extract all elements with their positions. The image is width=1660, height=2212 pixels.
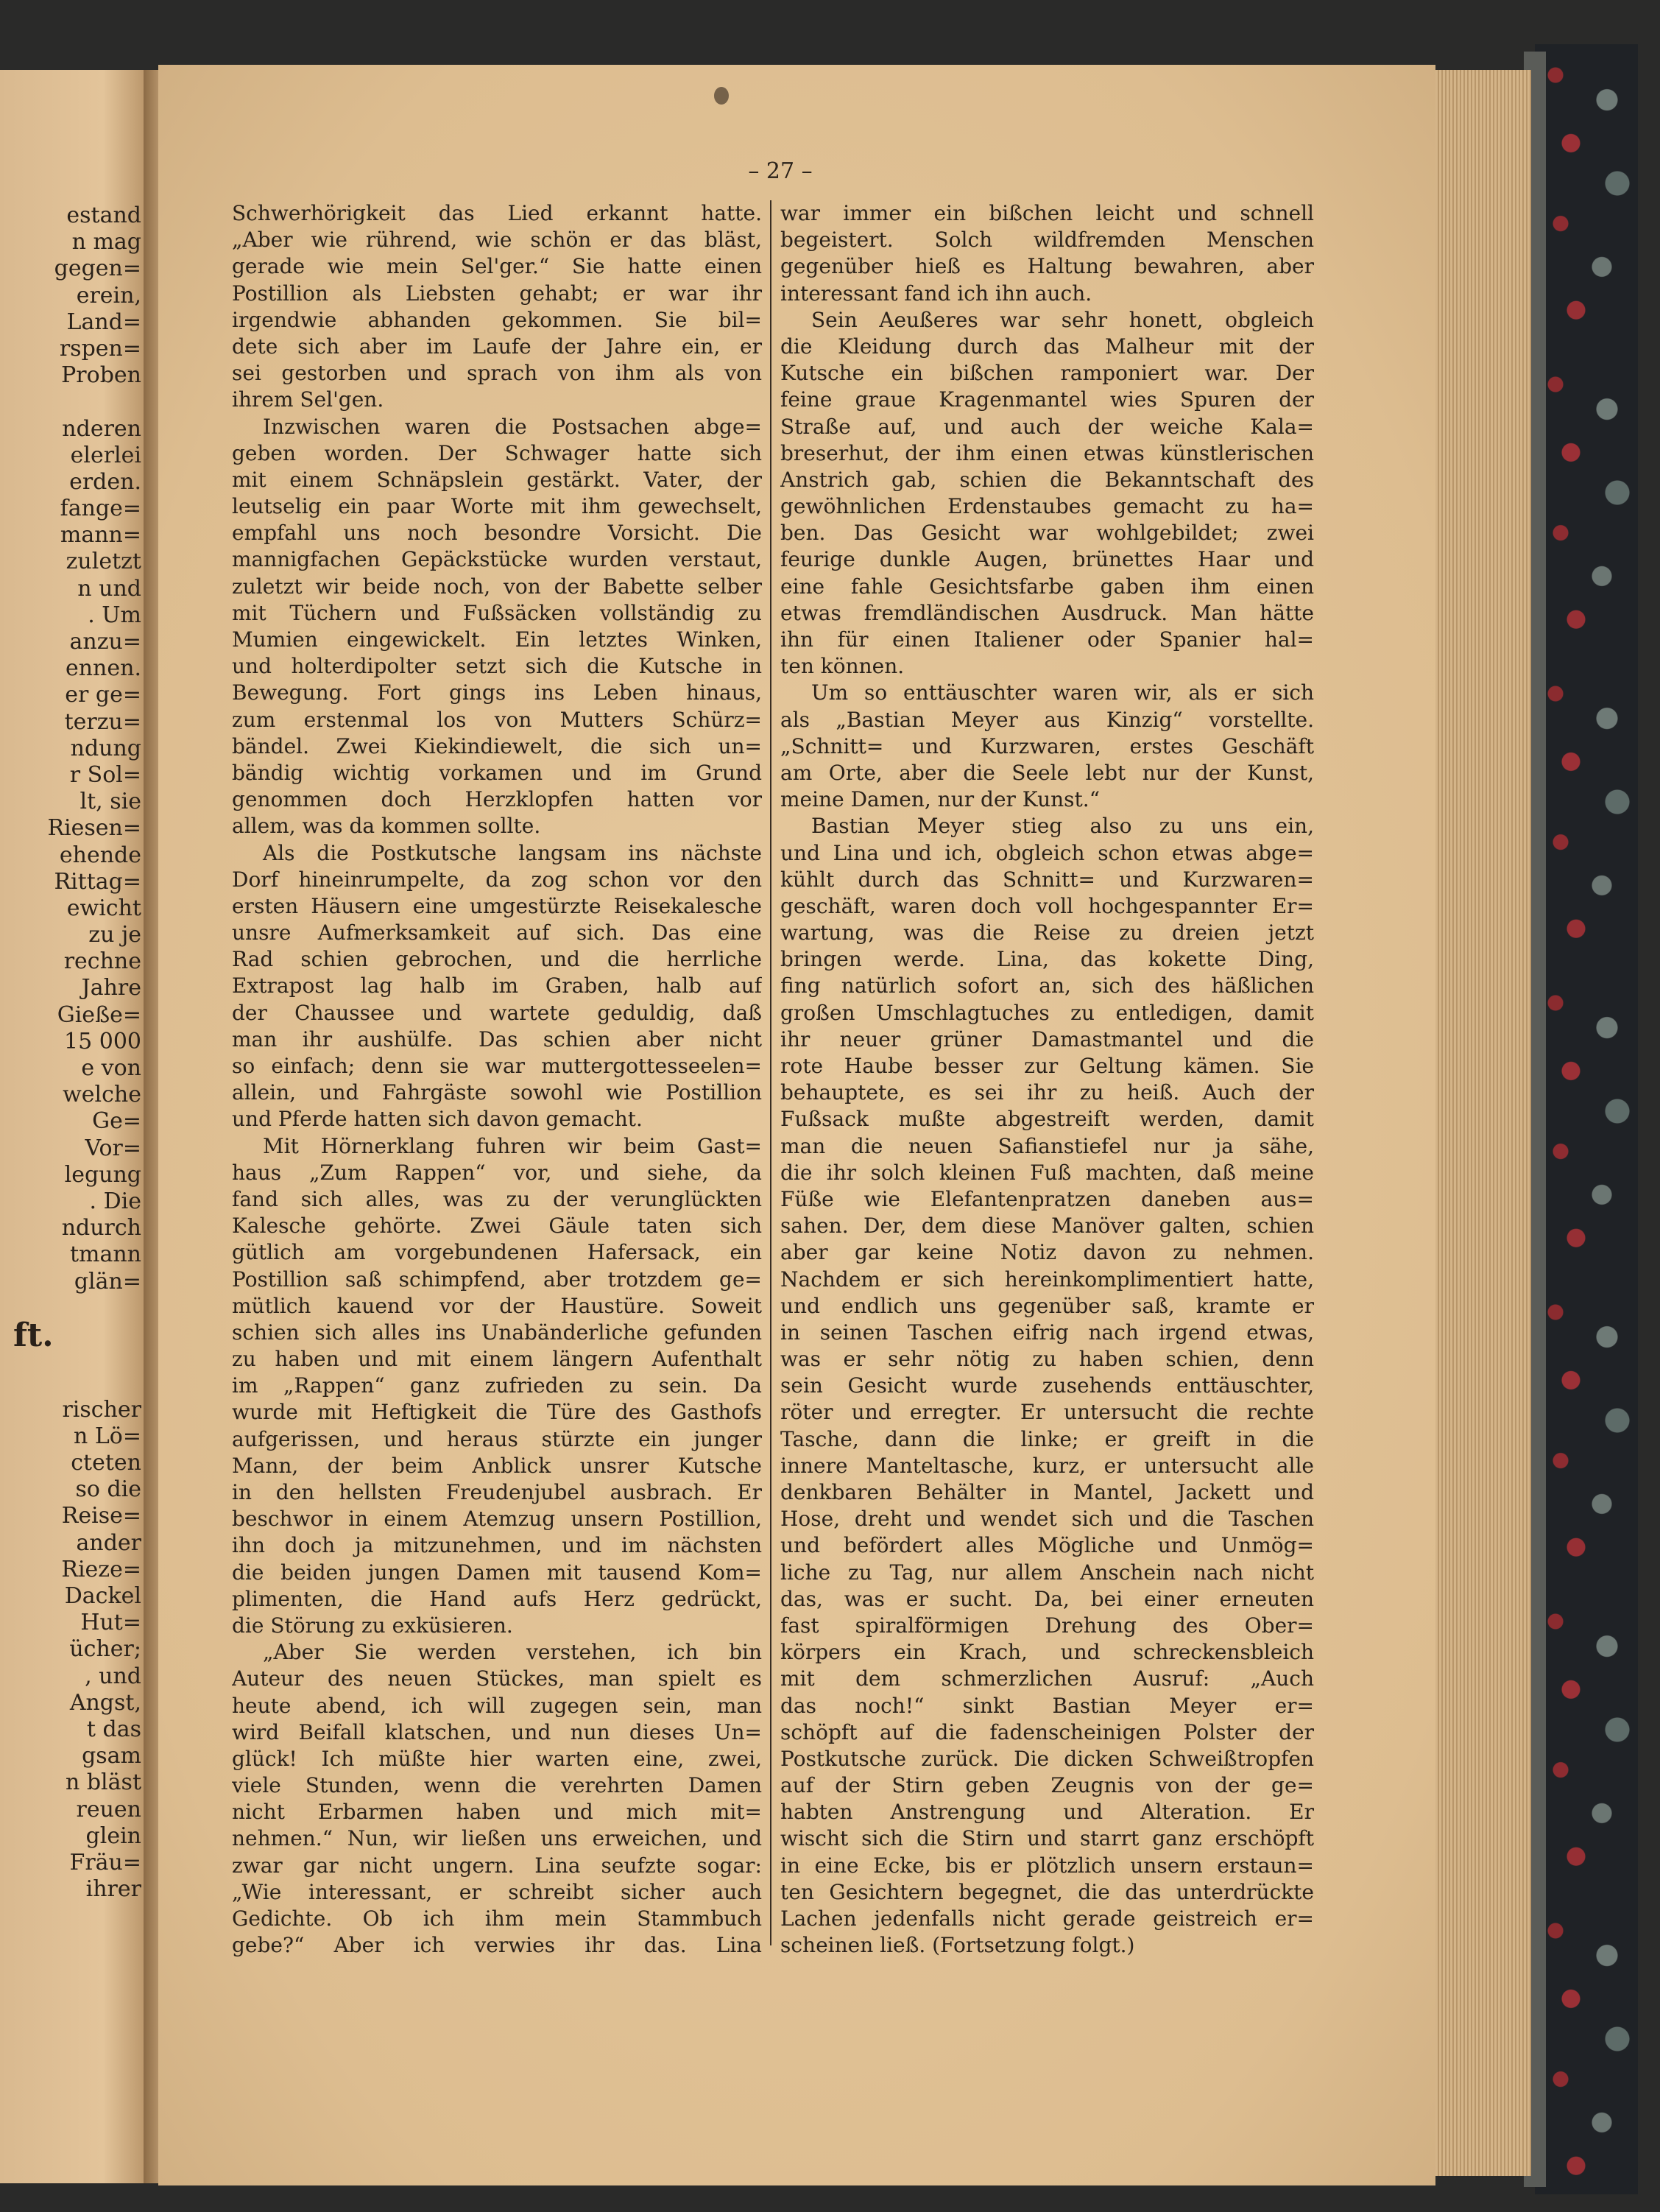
- text-line: geben worden. Der Schwager hatte sich: [232, 440, 762, 465]
- text-line: auf der Stirn geben Zeugnis von der ge=: [780, 1773, 1314, 1798]
- text-line: und befördert alles Mögliche und Unmög=: [780, 1533, 1314, 1558]
- left-page-fragment: legung: [64, 1161, 141, 1188]
- text-line: scheinen ließ. (Fortsetzung folgt.): [780, 1933, 1135, 1958]
- text-line: in den hellsten Freudenjubel ausbrach. Er: [232, 1480, 762, 1504]
- text-line: Mit Hörnerklang fuhren wir beim Gast=: [263, 1133, 762, 1158]
- left-page-fragment: Angst,: [69, 1689, 141, 1716]
- text-line: Um so enttäuschter waren wir, als er sich: [811, 680, 1314, 705]
- left-page-fragment: lt, sie: [80, 789, 141, 815]
- text-line: ten Gesichtern begegnet, die das unterdrückte: [780, 1879, 1314, 1904]
- left-page-fragment: erden.: [69, 468, 141, 495]
- text-line: glück! Ich müßte hier warten eine, zwei,: [232, 1746, 762, 1771]
- left-page-fragment: [9, 389, 141, 415]
- left-page-fragment: n bläst: [66, 1769, 141, 1796]
- text-line: Tasche, dann die linke; er greift in die: [780, 1426, 1314, 1451]
- left-page-fragment: rechne: [63, 948, 141, 975]
- text-line: Auteur des neuen Stückes, man spielt es: [232, 1666, 762, 1691]
- text-line: fast spiralförmigen Drehung des Ober=: [780, 1613, 1314, 1638]
- text-line: etwas fremdländischen Ausdruck. Man hätte: [780, 600, 1314, 625]
- text-line: habten Anstrengung und Alteration. Er: [780, 1800, 1314, 1825]
- left-page-fragment: Hut=: [80, 1610, 141, 1636]
- text-line: der Chaussee und wartete geduldig, daß: [232, 1000, 762, 1025]
- left-page-fragment: welche: [63, 1082, 141, 1108]
- text-line: mütlich kauend vor der Haustüre. Soweit: [232, 1293, 762, 1318]
- left-page-fragment: ehende: [59, 842, 141, 868]
- text-line: Bastian Meyer stieg also zu uns ein,: [811, 814, 1314, 839]
- text-line: meine Damen, nur der Kunst.“: [780, 787, 1101, 812]
- left-page-fragment: erein,: [76, 282, 141, 309]
- text-line: kühlt durch das Schnitt= und Kurzwaren=: [780, 867, 1314, 892]
- left-page-fragment: reuen: [76, 1796, 141, 1822]
- text-line: das, was er sucht. Da, bei einer erneuten: [780, 1586, 1314, 1611]
- text-line: Dorf hineinrumpelte, da zog schon vor den: [232, 867, 762, 892]
- left-page-fragment: n Lö=: [74, 1423, 141, 1449]
- text-line: nehmen.“ Nun, wir ließen uns erweichen, und: [232, 1826, 762, 1851]
- text-line: Hose, dreht und wendet sich und die Taschen: [780, 1507, 1314, 1532]
- text-line: die Störung zu exküsieren.: [232, 1613, 513, 1638]
- text-line: gegenüber hieß es Haltung bewahren, aber: [780, 254, 1314, 279]
- text-line: begeistert. Solch wildfremden Menschen: [780, 228, 1314, 253]
- left-page-fragment: Ge=: [92, 1108, 141, 1135]
- text-line: allein, und Fahrgäste sowohl wie Postillion: [232, 1080, 762, 1105]
- left-page-fragment: ücher;: [69, 1636, 141, 1663]
- text-line: die ihr solch kleinen Fuß machten, daß meine: [780, 1160, 1314, 1185]
- text-line: „Wie interessant, er schreibt sicher auch: [232, 1879, 762, 1904]
- left-page-fragment: rspen=: [59, 335, 141, 362]
- text-line: am Orte, aber die Seele lebt nur der Kunst,: [780, 760, 1314, 785]
- text-line: nicht Erbarmen haben und mich mit=: [232, 1800, 762, 1825]
- text-line: fand sich alles, was zu der verunglückten: [232, 1186, 762, 1211]
- left-page-fragment: Vor=: [85, 1135, 141, 1161]
- text-line: zu haben und mit einem längern Aufenthalt: [232, 1347, 762, 1372]
- left-page-fragment: Rieze=: [61, 1556, 141, 1582]
- left-page-fragment: Land=: [66, 309, 141, 335]
- text-line: wartung, was die Reise zu dreien jetzt: [780, 920, 1314, 945]
- text-line: Straße auf, und auch der weiche Kala=: [780, 414, 1314, 439]
- text-line: wischt sich die Stirn und starrt ganz erschöpft: [780, 1826, 1314, 1851]
- left-page-fragment: ndurch: [61, 1215, 141, 1241]
- text-line: feurige dunkle Augen, brünettes Haar und: [780, 547, 1314, 572]
- text-line: Nachdem er sich hereinkomplimentiert hatte,: [780, 1267, 1314, 1292]
- text-line: mit Tüchern und Fußsäcken vollständig zu: [232, 600, 762, 625]
- text-line: Postillion als Liebsten gehabt; er war ihr: [232, 281, 762, 306]
- text-line: zuletzt wir beide noch, von der Babette selber: [232, 574, 762, 599]
- text-line: „Aber wie rührend, wie schön er das bläst,: [232, 228, 762, 253]
- text-line: aber gar keine Notiz davon zu nehmen.: [780, 1240, 1314, 1265]
- text-line: sahen. Der, dem diese Manöver galten, schien: [780, 1214, 1314, 1239]
- text-line: allem, was da kommen sollte.: [232, 814, 541, 839]
- text-line: haus „Zum Rappen“ vor, und siehe, da: [232, 1160, 762, 1185]
- text-line: Kalesche gehörte. Zwei Gäule taten sich: [232, 1214, 762, 1239]
- text-line: gerade wie mein Sel'ger.“ Sie hatte einen: [232, 254, 762, 279]
- text-line: Mann, der beim Anblick unsrer Kutsche: [232, 1453, 762, 1478]
- text-line: die beiden jungen Damen mit tausend Kom=: [232, 1560, 762, 1585]
- text-line: denkbaren Behälter in Mantel, Jackett und: [780, 1480, 1314, 1504]
- left-page-fragment: terzu=: [64, 708, 141, 735]
- text-line: Bewegung. Fort gings ins Leben hinaus,: [232, 680, 762, 705]
- left-page-fragment: Jahre: [81, 975, 141, 1001]
- left-page-fragment: fange=: [60, 496, 141, 522]
- left-page-fragment: anzu=: [69, 629, 141, 655]
- text-line: mit einem Schnäpslein gestärkt. Vater, der: [232, 467, 762, 492]
- left-page-fragment: cteten: [71, 1450, 141, 1476]
- text-line: man die neuen Safianstiefel nur ja sähe,: [780, 1133, 1314, 1158]
- text-line: man ihr aushülfe. Das schien aber nicht: [232, 1026, 762, 1052]
- left-page-fragment: . Um: [88, 602, 141, 628]
- text-line: breserhut, der ihm einen etwas künstlerischen: [780, 440, 1314, 465]
- text-line: was er sehr nötig zu haben schien, denn: [780, 1347, 1314, 1372]
- text-line: unsre Aufmerksamkeit auf sich. Das eine: [232, 920, 762, 945]
- text-line: bändig wichtig vorkamen und im Grund: [232, 760, 762, 785]
- text-line: viele Stunden, wenn die verehrten Damen: [232, 1773, 762, 1798]
- left-page-fragment: glein: [85, 1822, 141, 1849]
- text-line: mit dem schmerzlichen Ausruf: „Auch: [780, 1666, 1314, 1691]
- text-line: in seinen Taschen eifrig nach irgend etwas,: [780, 1320, 1314, 1345]
- left-page-fragment: ihrer: [85, 1876, 141, 1903]
- text-line: und holterdipolter setzt sich die Kutsche in: [232, 654, 762, 679]
- left-page-fragment: Fräu=: [69, 1849, 141, 1875]
- left-page-fragment: zu je: [88, 922, 141, 948]
- left-page-fragment: tmann: [69, 1241, 141, 1268]
- text-line: sei gestorben und sprach von ihm als von: [232, 361, 762, 386]
- left-page-fragment: ndung: [70, 735, 141, 761]
- left-page-heading-fragment: ft.: [13, 1316, 54, 1354]
- left-page-fragment: Proben: [61, 362, 141, 389]
- text-line: ihrem Sel'gen.: [232, 387, 384, 412]
- text-line: Anstrich gab, schien die Bekanntschaft des: [780, 467, 1314, 492]
- text-line: beschwor in einem Atemzug unsern Postillion,: [232, 1507, 762, 1532]
- text-line: liche zu Tag, nur allem Anschein nach nicht: [780, 1560, 1314, 1585]
- text-line: eine fahle Gesichtsfarbe gaben ihm einen: [780, 574, 1314, 599]
- text-line: Füße wie Elefantenpratzen daneben aus=: [780, 1186, 1314, 1211]
- left-page-fragment: Gieße=: [57, 1001, 141, 1028]
- left-page-fragment: mann=: [60, 522, 141, 549]
- left-page-fragment: 15 000: [64, 1028, 141, 1054]
- text-line: Postkutsche zurück. Die dicken Schweißtropfen: [780, 1746, 1314, 1771]
- text-line: schöpft auf die fadenscheinigen Polster der: [780, 1719, 1314, 1744]
- text-line: die Kleidung durch das Malheur mit der: [780, 334, 1314, 359]
- text-line: röter und erregter. Er untersucht die rechte: [780, 1400, 1314, 1425]
- text-line: feine graue Kragenmantel wies Spuren der: [780, 387, 1314, 412]
- left-page-fragment: estand: [66, 202, 141, 228]
- text-line: zum erstenmal los von Mutters Schürz=: [232, 707, 762, 732]
- left-page-fragment: gegen=: [54, 256, 141, 282]
- text-line: großen Umschlagtuches zu entledigen, damit: [780, 1000, 1314, 1025]
- text-line: genommen doch Herzklopfen hatten vor: [232, 787, 762, 812]
- text-line: Rad schien gebrochen, und die herrliche: [232, 947, 762, 972]
- page-number: – 27 –: [748, 158, 813, 184]
- text-column-left: [232, 200, 762, 1959]
- text-line: Extrapost lag halb im Graben, halb auf: [232, 973, 762, 998]
- left-page-fragment: nderen: [62, 415, 141, 442]
- left-page-fragment: Reise=: [61, 1503, 141, 1529]
- text-line: dete sich aber im Laufe der Jahre ein, er: [232, 334, 762, 359]
- text-line: so einfach; denn sie war muttergottesseelen=: [232, 1054, 762, 1078]
- text-line: ihn doch ja mitzunehmen, und im nächsten: [232, 1533, 762, 1558]
- text-line: Lachen jedenfalls nicht gerade geistreich er=: [780, 1906, 1314, 1931]
- text-line: bändel. Zwei Kiekindiewelt, die sich un=: [232, 733, 762, 758]
- left-page-fragment: ennen.: [65, 655, 141, 682]
- text-line: „Aber Sie werden verstehen, ich bin: [263, 1640, 762, 1665]
- text-line: Als die Postkutsche langsam ins nächste: [263, 840, 762, 865]
- text-line: bringen werde. Lina, das kokette Ding,: [780, 947, 1314, 972]
- text-line: Mumien eingewickelt. Ein letztes Winken,: [232, 627, 762, 652]
- left-page-fragment: gsam: [82, 1743, 141, 1769]
- left-page-fragment: zuletzt: [66, 549, 141, 575]
- text-line: ten können.: [780, 654, 905, 679]
- text-line: gütlich am vorgebundenen Hafersack, ein: [232, 1240, 762, 1265]
- left-page-fragment: e von: [81, 1055, 141, 1081]
- text-line: Gedichte. Ob ich ihm mein Stammbuch: [232, 1906, 762, 1931]
- text-line: behauptete, es sei ihr zu heiß. Auch der: [780, 1080, 1314, 1105]
- text-line: rote Haube besser zur Geltung kämen. Sie: [780, 1054, 1314, 1078]
- text-line: wird Beifall klatschen, und nun dieses Un=: [232, 1719, 762, 1744]
- text-line: innere Manteltasche, kurz, er untersucht alle: [780, 1453, 1314, 1478]
- text-line: Fußsack mußte abgestreift werden, damit: [780, 1107, 1314, 1132]
- left-page-fragment: ewicht: [66, 895, 141, 921]
- text-line: fing natürlich sofort an, sich des häßlichen: [780, 973, 1314, 998]
- text-line: und Pferde hatten sich davon gemacht.: [232, 1107, 643, 1132]
- column-divider: [770, 200, 771, 1945]
- text-line: wurde mit Heftigkeit die Türe des Gasthofs: [232, 1400, 762, 1425]
- text-line: sein Gesicht wurde zusehends enttäuschter,: [780, 1373, 1314, 1398]
- text-line: leutselig ein paar Worte mit ihm gewechselt,: [232, 494, 762, 519]
- text-line: zwar gar nicht ungern. Lina seufzte sogar:: [232, 1853, 762, 1878]
- left-page-fragment: Rittag=: [54, 868, 141, 895]
- left-page-fragment: elerlei: [70, 442, 141, 468]
- text-line: ersten Häusern eine umgestürzte Reisekalesche: [232, 893, 762, 918]
- left-page-fragment: n und: [77, 575, 141, 602]
- text-line: das noch!“ sinkt Bastian Meyer er=: [780, 1693, 1314, 1718]
- text-line: körpers ein Krach, und schreckensbleich: [780, 1640, 1314, 1665]
- left-page-fragment: ander: [76, 1529, 141, 1556]
- marbled-cover: [1535, 44, 1638, 2194]
- text-line: geschäft, waren doch voll hochgespannter Er=: [780, 893, 1314, 918]
- text-line: ihn für einen Italiener oder Spanier hal=: [780, 627, 1314, 652]
- text-line: Kutsche ein bißchen ramponiert war. Der: [780, 361, 1314, 386]
- left-page-fragment: rischer: [62, 1396, 141, 1423]
- text-line: gewöhnlichen Erdenstaubes gemacht zu ha=: [780, 494, 1314, 519]
- left-page-fragment: Riesen=: [47, 815, 141, 842]
- text-line: empfahl uns noch besondre Vorsicht. Die: [232, 521, 762, 546]
- text-line: Schwerhörigkeit das Lied erkannt hatte.: [232, 201, 762, 225]
- text-line: gebe?“ Aber ich verwies ihr das. Lina: [232, 1933, 762, 1958]
- text-line: plimenten, die Hand aufs Herz gedrückt,: [232, 1586, 762, 1611]
- text-line: und endlich uns gegenüber saß, kramte er: [780, 1293, 1314, 1318]
- left-page-fragment: glän=: [74, 1268, 141, 1295]
- text-line: mannigfachen Gepäckstücke wurden verstaut,: [232, 547, 762, 572]
- text-line: und Lina und ich, obgleich schon etwas abge=: [780, 840, 1314, 865]
- left-page: [0, 70, 147, 2183]
- left-page-fragment: . Die: [89, 1188, 141, 1214]
- page-block-edges: [1428, 70, 1531, 2176]
- text-column-right: [780, 200, 1314, 1959]
- text-line: Sein Aeußeres war sehr honett, obgleich: [811, 307, 1314, 332]
- text-line: interessant fand ich ihn auch.: [780, 281, 1092, 306]
- ink-blot: [714, 87, 729, 105]
- left-page-fragment: so die: [75, 1476, 141, 1503]
- left-page-fragment: n mag: [71, 229, 141, 256]
- text-line: als „Bastian Meyer aus Kinzig“ vorstellte.: [780, 707, 1314, 732]
- left-page-fragment: er ge=: [65, 682, 141, 708]
- text-line: im „Rappen“ ganz zufrieden zu sein. Da: [232, 1373, 762, 1398]
- text-line: ihr neuer grüner Damastmantel und die: [780, 1026, 1314, 1052]
- text-line: heute abend, ich will zugegen sein, man: [232, 1693, 762, 1718]
- text-line: aufgerissen, und heraus stürzte ein junger: [232, 1426, 762, 1451]
- text-line: „Schnitt= und Kurzwaren, erstes Geschäft: [780, 733, 1314, 758]
- text-line: in eine Ecke, bis er plötzlich unsern erstaun=: [780, 1853, 1314, 1878]
- left-page-text-fragments: [9, 202, 141, 1903]
- text-line: schien sich alles ins Unabänderliche gefunden: [232, 1320, 762, 1345]
- text-line: ben. Das Gesicht war wohlgebildet; zwei: [780, 521, 1314, 546]
- text-line: Postillion saß schimpfend, aber trotzdem ge=: [232, 1267, 762, 1292]
- text-line: irgendwie abhanden gekommen. Sie bil=: [232, 307, 762, 332]
- text-line: Inzwischen waren die Postsachen abge=: [263, 414, 762, 439]
- text-line: war immer ein bißchen leicht und schnell: [780, 201, 1314, 225]
- left-page-fragment: r Sol=: [69, 761, 141, 788]
- left-page-fragment: t das: [86, 1716, 141, 1742]
- left-page-fragment: Dackel: [64, 1583, 141, 1609]
- left-page-fragment: , und: [85, 1663, 141, 1689]
